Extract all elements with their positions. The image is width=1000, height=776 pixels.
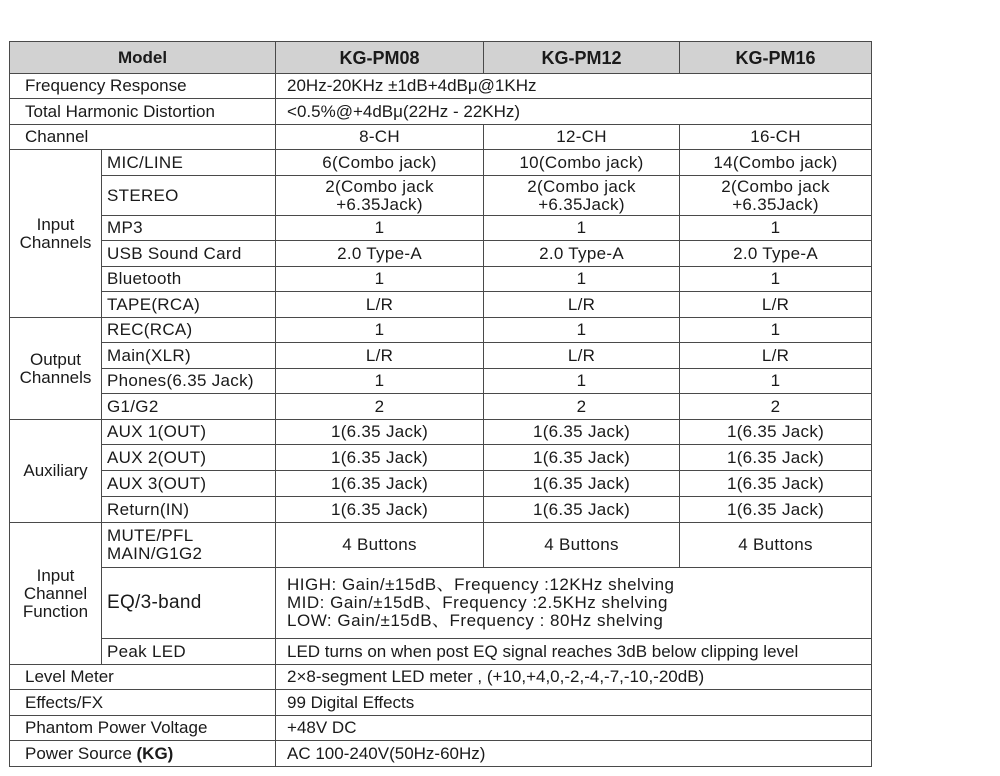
auxiliary-group-label: Auxiliary: [10, 420, 102, 523]
table-row: [10, 216, 872, 241]
eq-3band-label: EQ/3-band: [102, 568, 276, 639]
input-channel-function-group-label: Input Channel Function: [10, 523, 102, 665]
table-row: [10, 125, 872, 150]
tape-value-pm12: L/R: [484, 292, 680, 318]
table-row: [10, 369, 872, 394]
aux3-value-pm12: 1(6.35 Jack): [484, 471, 680, 497]
level-meter-value: 2×8-segment LED meter , (+10,+4,0,-2,-4,-7,-10,-20dB): [276, 665, 872, 690]
channel-value-pm16: 16-CH: [680, 125, 872, 150]
mic-line-value-pm12: 10(Combo jack): [484, 150, 680, 176]
bluetooth-label: Bluetooth: [102, 267, 276, 292]
stereo-value-pm12: [484, 176, 680, 216]
g1g2-label: G1/G2: [102, 394, 276, 420]
phones-value-pm08: 1: [276, 369, 484, 394]
mp3-value-pm08: 1: [276, 216, 484, 241]
aux1-value-pm08: 1(6.35 Jack): [276, 420, 484, 445]
mic-line-value-pm08: 6(Combo jack): [276, 150, 484, 176]
aux3-label: AUX 3(OUT): [102, 471, 276, 497]
aux1-value-pm16: 1(6.35 Jack): [680, 420, 872, 445]
level-meter-label: Level Meter: [10, 665, 276, 690]
mute-pfl-value-pm16: 4 Buttons: [680, 523, 872, 568]
table-row: [10, 176, 872, 216]
table-row: [10, 292, 872, 318]
return-label: Return(IN): [102, 497, 276, 523]
channel-label: Channel: [10, 125, 276, 150]
rec-value-pm08: 1: [276, 318, 484, 343]
mp3-label: MP3: [102, 216, 276, 241]
mute-pfl-label-line1: MUTE/PFL: [107, 526, 194, 545]
usb-value-pm08: 2.0 Type-A: [276, 241, 484, 267]
table-row: [10, 497, 872, 523]
mic-line-label: MIC/LINE: [102, 150, 276, 176]
model-header: Model: [10, 42, 276, 74]
eq-mid-line: MID: Gain/±15dB、Frequency :2.5KHz shelving: [287, 593, 668, 612]
table-row: [10, 150, 872, 176]
stereo-value-line2: +6.35Jack): [732, 194, 819, 214]
thd-label: Total Harmonic Distortion: [10, 99, 276, 125]
channel-value-pm12: 12-CH: [484, 125, 680, 150]
model-kg-pm16-header: KG-PM16: [680, 42, 872, 74]
table-row: [10, 741, 872, 767]
stereo-value-pm16: [680, 176, 872, 216]
stereo-value-line2: +6.35Jack): [538, 194, 625, 214]
aux3-value-pm16: 1(6.35 Jack): [680, 471, 872, 497]
table-row: [10, 523, 872, 568]
table-row: [10, 420, 872, 445]
main-xlr-label: Main(XLR): [102, 343, 276, 369]
eq-high-line: HIGH: Gain/±15dB、Frequency :12KHz shelving: [287, 575, 675, 594]
phones-label: Phones(6.35 Jack): [102, 369, 276, 394]
spec-table-wrapper: [9, 41, 872, 767]
aux2-value-pm08: 1(6.35 Jack): [276, 445, 484, 471]
table-row: [10, 74, 872, 99]
table-row: [10, 690, 872, 716]
aux1-label: AUX 1(OUT): [102, 420, 276, 445]
model-kg-pm12-header: KG-PM12: [484, 42, 680, 74]
power-source-kg-tag: (KG): [136, 743, 174, 763]
mp3-value-pm12: 1: [484, 216, 680, 241]
table-row: [10, 394, 872, 420]
main-xlr-value-pm08: L/R: [276, 343, 484, 369]
stereo-value-line2: +6.35Jack): [336, 194, 423, 214]
main-xlr-value-pm12: L/R: [484, 343, 680, 369]
main-xlr-value-pm16: L/R: [680, 343, 872, 369]
thd-value: <0.5%@+4dBμ(22Hz - 22KHz): [276, 99, 872, 125]
aux2-label: AUX 2(OUT): [102, 445, 276, 471]
usb-value-pm16: 2.0 Type-A: [680, 241, 872, 267]
aux2-value-pm16: 1(6.35 Jack): [680, 445, 872, 471]
output-channels-group-label: Output Channels: [10, 318, 102, 420]
table-row: [10, 445, 872, 471]
table-row: [10, 471, 872, 497]
table-row: [10, 343, 872, 369]
rec-value-pm12: 1: [484, 318, 680, 343]
stereo-value-line1: 2(Combo jack: [325, 176, 434, 196]
eq-low-line: LOW: Gain/±15dB、Frequency : 80Hz shelving: [287, 611, 664, 630]
power-source-value: AC 100-240V(50Hz-60Hz): [276, 741, 872, 767]
mp3-value-pm16: 1: [680, 216, 872, 241]
spec-table: [9, 41, 872, 767]
power-source-label: [10, 741, 276, 767]
frequency-response-label: Frequency Response: [10, 74, 276, 99]
phones-value-pm12: 1: [484, 369, 680, 394]
mic-line-value-pm16: 14(Combo jack): [680, 150, 872, 176]
g1g2-value-pm12: 2: [484, 394, 680, 420]
table-row: [10, 99, 872, 125]
effects-fx-value: 99 Digital Effects: [276, 690, 872, 716]
rec-value-pm16: 1: [680, 318, 872, 343]
stereo-value-line1: 2(Combo jack: [721, 176, 830, 196]
aux1-value-pm12: 1(6.35 Jack): [484, 420, 680, 445]
return-value-pm12: 1(6.35 Jack): [484, 497, 680, 523]
return-value-pm16: 1(6.35 Jack): [680, 497, 872, 523]
rec-label: REC(RCA): [102, 318, 276, 343]
input-channels-group-label: Input Channels: [10, 150, 102, 318]
g1g2-value-pm08: 2: [276, 394, 484, 420]
table-row: [10, 716, 872, 741]
stereo-value-line1: 2(Combo jack: [527, 176, 636, 196]
channel-value-pm08: 8-CH: [276, 125, 484, 150]
tape-value-pm08: L/R: [276, 292, 484, 318]
phantom-power-label: Phantom Power Voltage: [10, 716, 276, 741]
table-row: [10, 318, 872, 343]
effects-fx-label: Effects/FX: [10, 690, 276, 716]
stereo-value-pm08: [276, 176, 484, 216]
tape-value-pm16: L/R: [680, 292, 872, 318]
bluetooth-value-pm16: 1: [680, 267, 872, 292]
phones-value-pm16: 1: [680, 369, 872, 394]
model-kg-pm08-header: KG-PM08: [276, 42, 484, 74]
table-row: [10, 241, 872, 267]
stereo-label: STEREO: [102, 176, 276, 216]
mute-pfl-label: [102, 523, 276, 568]
return-value-pm08: 1(6.35 Jack): [276, 497, 484, 523]
aux2-value-pm12: 1(6.35 Jack): [484, 445, 680, 471]
eq-3band-value: [276, 568, 872, 639]
table-row: [10, 568, 872, 639]
peak-led-value: LED turns on when post EQ signal reaches 3dB below clipping level: [276, 639, 872, 665]
frequency-response-value: 20Hz-20KHz ±1dB+4dBμ@1KHz: [276, 74, 872, 99]
usb-value-pm12: 2.0 Type-A: [484, 241, 680, 267]
table-row: [10, 267, 872, 292]
power-source-label-text: Power Source: [25, 743, 132, 763]
mute-pfl-value-pm08: 4 Buttons: [276, 523, 484, 568]
bluetooth-value-pm08: 1: [276, 267, 484, 292]
tape-label: TAPE(RCA): [102, 292, 276, 318]
bluetooth-value-pm12: 1: [484, 267, 680, 292]
usb-sound-card-label: USB Sound Card: [102, 241, 276, 267]
table-row: [10, 639, 872, 665]
table-row: [10, 665, 872, 690]
g1g2-value-pm16: 2: [680, 394, 872, 420]
mute-pfl-label-line2: MAIN/G1G2: [107, 544, 203, 563]
peak-led-label: Peak LED: [102, 639, 276, 665]
mute-pfl-value-pm12: 4 Buttons: [484, 523, 680, 568]
phantom-power-value: +48V DC: [276, 716, 872, 741]
aux3-value-pm08: 1(6.35 Jack): [276, 471, 484, 497]
header-row: [10, 42, 872, 74]
